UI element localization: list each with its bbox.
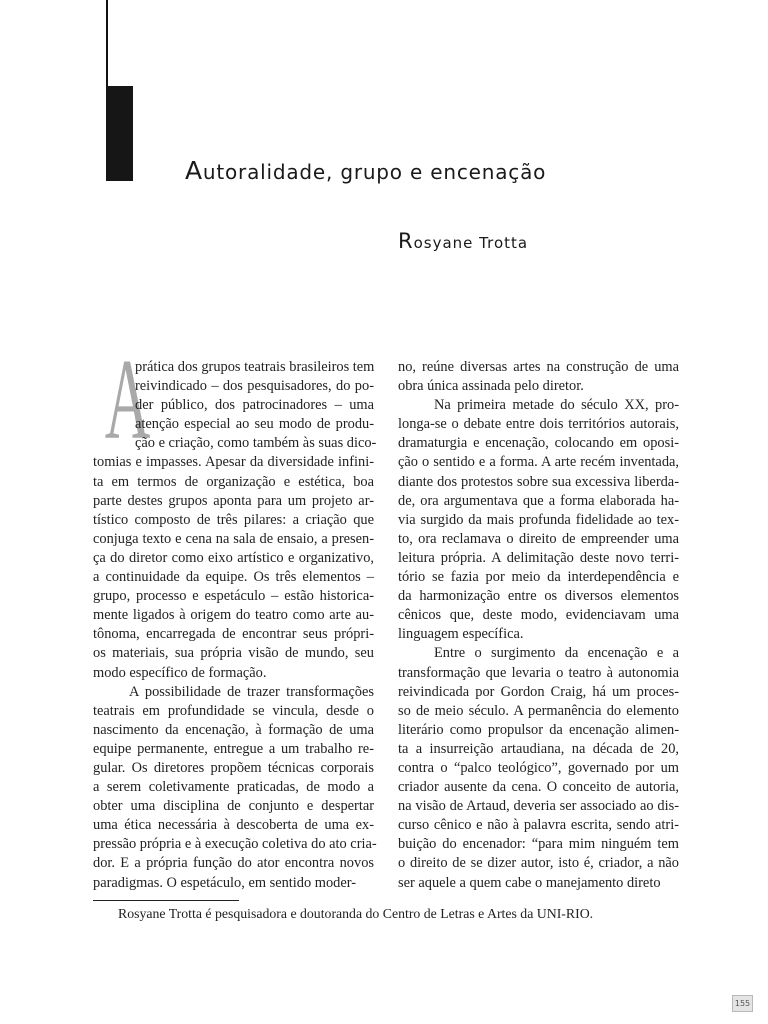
text-line: a continuidade da equipe. Os três elementos –: [93, 569, 374, 586]
text-line: de, ora argumentava que a forma elaborada ha-: [398, 492, 679, 509]
text-column-left: [93, 358, 377, 893]
text-line: buição do encenador: “para mim ninguém tem: [398, 836, 679, 853]
title-initial: A: [185, 156, 203, 185]
text-line: atenção especial ao seu modo de produ-: [135, 416, 374, 433]
text-line: obter uma disciplina de conjunto e despertar: [93, 798, 374, 815]
text-line: uma ética necessária à descoberta de uma ex-: [93, 817, 374, 834]
text-line: ção o sentido e a forma. A arte recém inventada,: [398, 454, 679, 471]
text-line: criador ausente da cena. O conceito de autoria,: [398, 779, 679, 796]
text-line: contra o “palco teológico”, governado por um: [398, 759, 679, 776]
article-title: [185, 156, 546, 185]
text-line: cênicos que, deste modo, evidenciavam uma: [398, 607, 679, 624]
text-line: prática dos grupos teatrais brasileiros tem: [135, 359, 375, 375]
text-line: linguagem específica.: [398, 626, 524, 643]
text-line: obra única assinada pelo diretor.: [398, 378, 584, 395]
text-line: grupo, processo e espetáculo – estão historica-: [93, 588, 374, 605]
text-line: leitura própria. A delimitação deste novo terri-: [398, 549, 679, 566]
text-line: pressão própria e à execução coletiva do ato cria-: [93, 836, 377, 853]
text-line: ser aquele a quem cabe o manejamento direto: [398, 874, 661, 891]
text-line: to, ora reclamava o direito de empreender uma: [398, 530, 679, 547]
text-line: Na primeira metade do século XX, pro-: [434, 397, 679, 414]
title-rest: utoralidade, grupo e encenação: [202, 160, 547, 184]
footnote: Rosyane Trotta é pesquisadora e doutoranda do Centro de Letras e Artes da UNI-RIO.: [118, 906, 594, 921]
text-line: equipe permanente, entregue a um trabalho re-: [93, 740, 374, 757]
text-line: gular. Os diretores propõem técnicas corporais: [93, 759, 374, 776]
text-line: paradigmas. O espetáculo, em sentido moder-: [93, 874, 357, 891]
text-line: dramaturgia e encenação, colocando em oposi-: [398, 435, 679, 452]
text-line: Entre o surgimento da encenação e a: [434, 645, 679, 662]
vertical-rule: [106, 0, 108, 88]
text-column-right: [398, 358, 679, 893]
text-line: der público, dos patrocinadores – uma: [135, 397, 374, 414]
text-line: da harmonização entre os diversos elementos: [398, 588, 679, 605]
text-line: reivindicada por Gordon Craig, há um proces-: [398, 683, 679, 700]
text-line: no, reúne diversas artes na construção de uma: [398, 359, 679, 375]
author-name: [398, 229, 528, 253]
text-line: mente ligados à origem do teatro como arte au-: [93, 607, 374, 624]
text-line: conjuga texto e cena na sala de ensaio, a presen-: [93, 530, 374, 547]
page-number: 155: [732, 995, 753, 1012]
text-line: a serem coletivamente praticadas, de modo a: [93, 779, 374, 796]
text-line: so de meio século. A permanência do elemento: [398, 702, 679, 719]
text-line: ção e criação, como também às suas dico-: [135, 435, 377, 452]
text-line: literário como propulsor da encenação alimen-: [398, 721, 679, 738]
text-line: tístico composto de três pilares: a criação que: [93, 511, 374, 528]
drop-cap-letter: A: [104, 336, 151, 463]
text-line: modo específico de formação.: [93, 664, 267, 681]
footnote-rule: [93, 900, 239, 901]
text-line: transformação que levaria o teatro à autonomia: [398, 664, 679, 681]
text-line: diante dos protestos sobre sua excessiva liberda-: [398, 473, 679, 490]
text-line: teatrais em profundidade se vincula, desde o: [93, 702, 374, 719]
text-line: reivindicado – dos pesquisadores, do po-: [135, 378, 374, 395]
author-rest: osyane Trotta: [413, 234, 529, 252]
text-line: ta a insurreição artaudiana, na década de 20,: [398, 740, 679, 757]
text-line: curso cênico e não à palavra escrita, sendo atri-: [398, 817, 679, 834]
chapter-marker-bar: [106, 86, 133, 181]
text-line: tônoma, encarregada de encontrar seus própri-: [93, 626, 374, 643]
text-line: nascimento da encenação, à formação de uma: [93, 721, 374, 738]
text-line: parte destes grupos aponta para um projeto ar-: [93, 492, 374, 509]
text-line: ta em termos de organização e estética, boa: [93, 473, 374, 490]
text-line: ça do diretor como eixo artístico e organizativo,: [93, 549, 374, 566]
text-line: tomias e impasses. Apesar da diversidade infini-: [93, 454, 374, 471]
text-line: longa-se o debate entre dois territórios autorais,: [398, 416, 679, 433]
text-line: os materiais, sua própria visão de mundo, seu: [93, 645, 374, 662]
text-line: o direito de se dizer autor, isto é, criador, a não: [398, 855, 679, 872]
text-line: A possibilidade de trazer transformações: [129, 683, 374, 700]
text-line: via surgido da mais profunda fidelidade ao tex-: [398, 511, 679, 528]
text-line: dor. E a própria função do ator encontra novos: [93, 855, 374, 872]
text-line: na visão de Artaud, deveria ser associado ao dis-: [398, 798, 679, 815]
text-line: tório se fazia por meio da interdependência e: [398, 569, 679, 586]
author-initial: R: [398, 229, 414, 253]
